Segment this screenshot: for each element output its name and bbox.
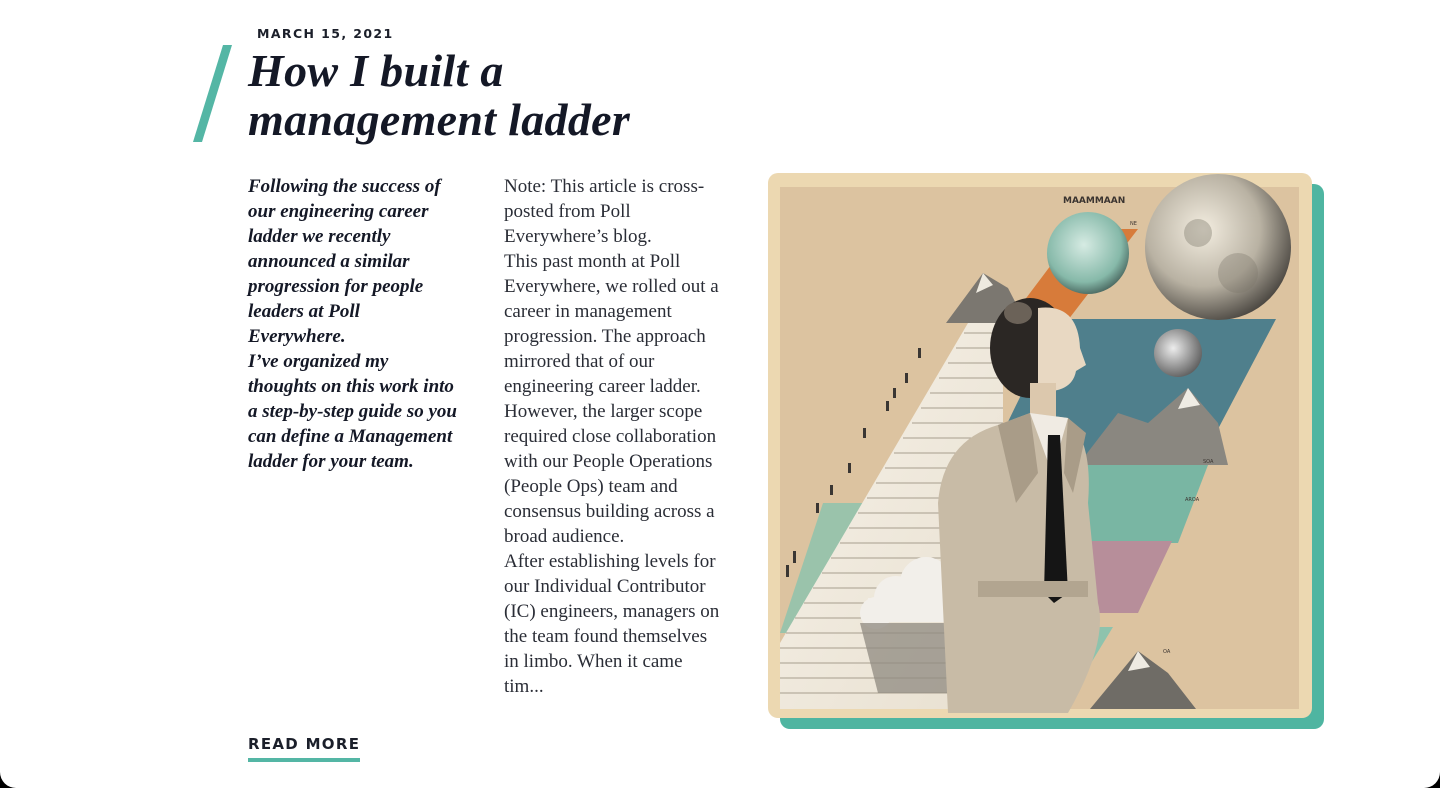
planet-green [1047, 212, 1129, 294]
summary-paragraph: Following the success of our engineering career ladder we recently announced a similar progression for people leaders at Poll Everywhere. [248, 176, 441, 347]
excerpt-paragraph: After establishing levels for our Individual Contributor (IC) engineers, managers on the team found themselves in limbo. When it came tim... [504, 551, 720, 697]
accent-slash-decoration [192, 45, 232, 142]
collage-illustration [768, 173, 1312, 718]
collage-caption: MAAMMAAN [1063, 196, 1126, 206]
excerpt-paragraph: This past month at Poll Everywhere, we rolled out a career in management progression. The approach mirrored that of our engineering career ladder. However, the larger scope required close collaboration with our People Operations (People Ops) team and consensus building across a broad audience. [504, 251, 719, 547]
read-more-link[interactable]: READ MORE [248, 735, 360, 762]
svg-text:SOA: SOA [1203, 459, 1214, 465]
summary-paragraph: I’ve organized my thoughts on this work into a step-by-step guide so you can define a Management ladder for your team. [248, 351, 457, 472]
planet-moon-large [1145, 174, 1291, 320]
post-summary [248, 174, 458, 474]
planet-small [1154, 329, 1202, 377]
post-date: MARCH 15, 2021 [257, 26, 394, 41]
post-title[interactable]: How I built a management ladder [248, 45, 631, 145]
svg-text:OA: OA [1163, 649, 1171, 655]
post-hero-image[interactable] [768, 173, 1312, 718]
svg-text:AROA: AROA [1185, 497, 1200, 503]
svg-text:NE: NE [1130, 221, 1137, 227]
post-excerpt [504, 174, 726, 699]
excerpt-paragraph: Note: This article is cross-posted from Poll Everywhere’s blog. [504, 176, 705, 247]
